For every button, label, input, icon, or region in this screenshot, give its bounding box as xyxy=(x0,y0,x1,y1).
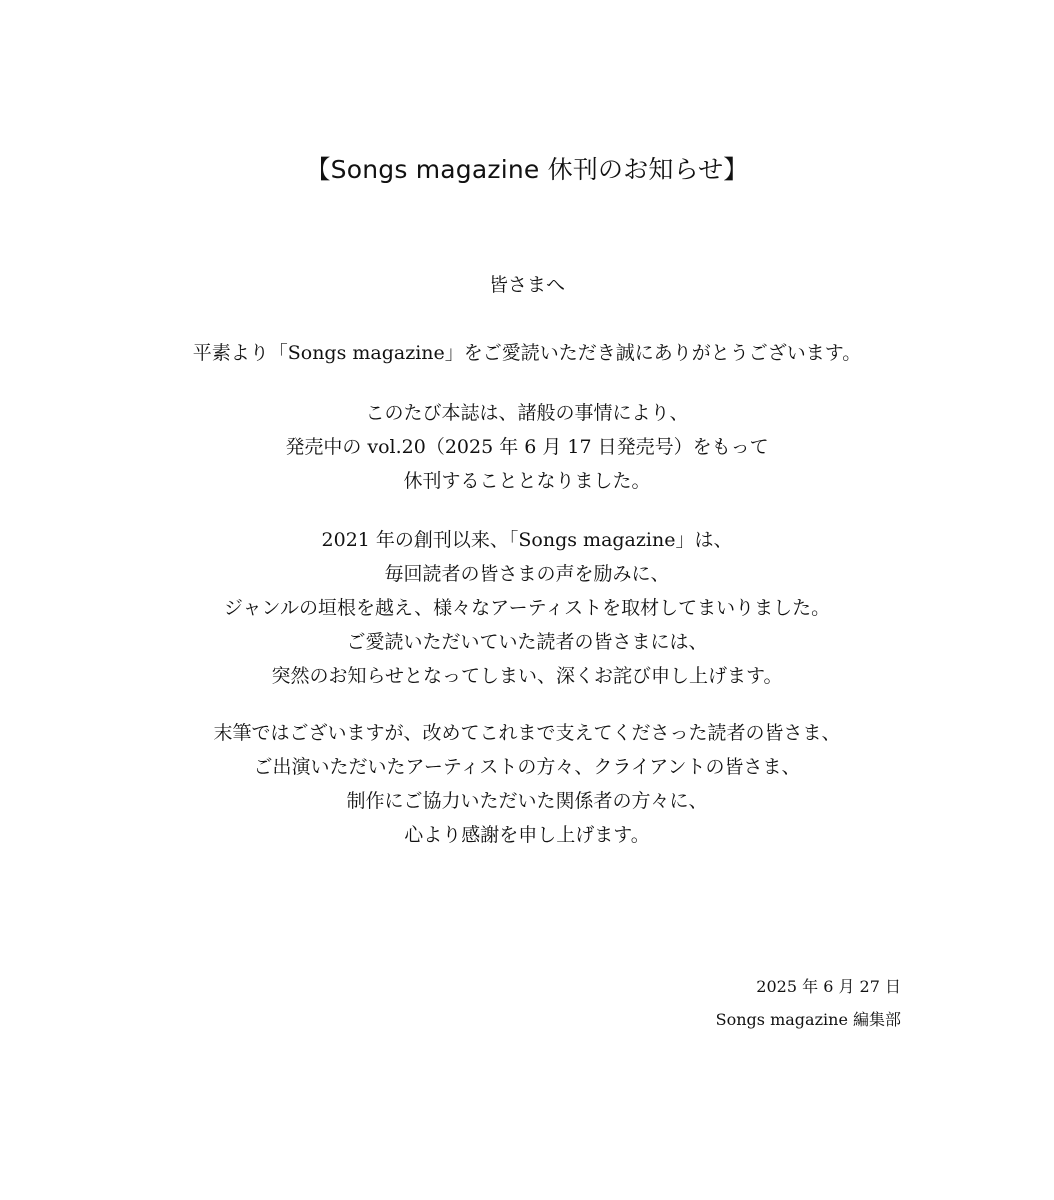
paragraph-line: ご愛読いただいていた読者の皆さまには、 xyxy=(346,631,708,653)
footer-date: 2025 年 6 月 27 日 xyxy=(756,977,901,996)
paragraph-line: 休刊することとなりました。 xyxy=(403,470,651,492)
paragraph-history xyxy=(0,523,1054,693)
paragraph-line: ジャンルの垣根を越え、様々なアーティストを取材してまいりました。 xyxy=(223,597,831,619)
paragraph-line: 平素より「Songs magazine」をご愛読いただき誠にありがとうございます。 xyxy=(192,342,862,364)
paragraph-line: 発売中の vol.20（2025 年 6 月 17 日発売号）をもって xyxy=(285,436,769,458)
paragraph-line: 毎回読者の皆さまの声を励みに、 xyxy=(384,563,670,585)
paragraph-line: 2021 年の創刊以来、「Songs magazine」は、 xyxy=(321,529,733,551)
paragraph-line: 末筆ではございますが、改めてこれまで支えてくださった読者の皆さま、 xyxy=(213,722,841,744)
paragraph-suspension xyxy=(0,396,1054,498)
notice-title: 【Songs magazine 休刊のお知らせ】 xyxy=(305,155,749,184)
paragraph-line: 心より感謝を申し上げます。 xyxy=(404,824,650,846)
paragraph-line: ご出演いただいたアーティストの方々、クライアントの皆さま、 xyxy=(253,756,801,778)
paragraph-gratitude xyxy=(0,716,1054,852)
paragraph-line: 制作にご協力いただいた関係者の方々に、 xyxy=(346,790,708,812)
footer-organization: Songs magazine 編集部 xyxy=(715,1010,901,1029)
paragraph-line: 突然のお知らせとなってしまい、深くお詫び申し上げます。 xyxy=(271,665,783,687)
paragraph-thanks xyxy=(0,336,1054,370)
greeting xyxy=(0,268,1054,302)
paragraph-line: このたび本誌は、諸般の事情により、 xyxy=(365,402,689,424)
greeting-text: 皆さまへ xyxy=(488,274,565,296)
